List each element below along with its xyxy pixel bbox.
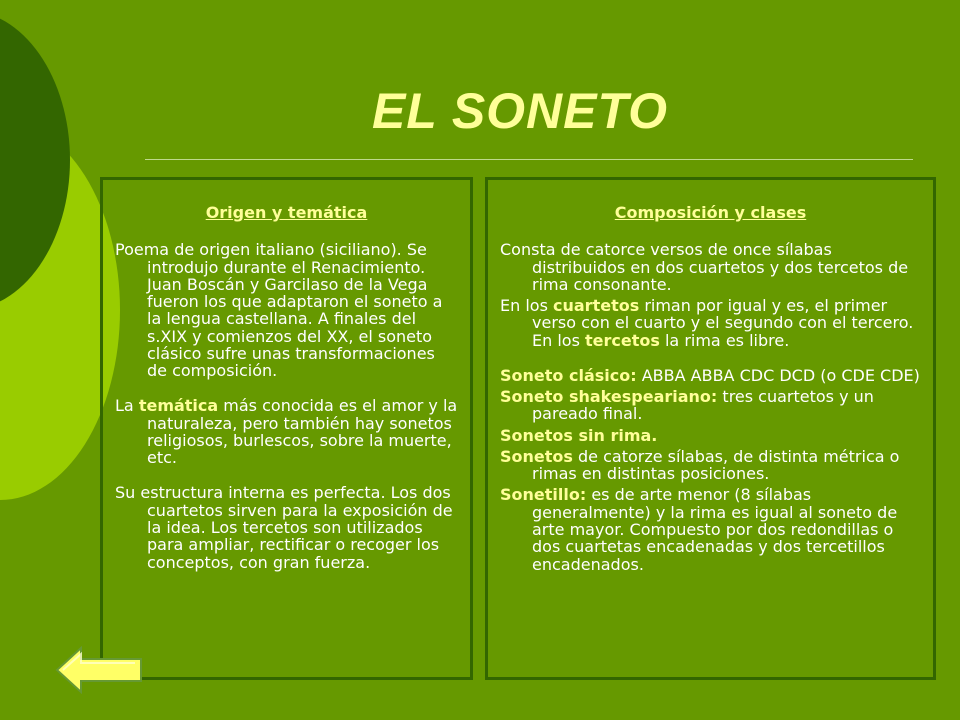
- composition-paragraph: Consta de catorce versos de once sílabas distribuidos en dos cuartetos y dos tercetos de rima consonante.: [500, 240, 909, 294]
- theme-paragraph: [115, 397, 458, 466]
- variant-sonnet-label: Sonetos: [500, 446, 573, 466]
- unrhymed-sonnet-item: [500, 427, 921, 444]
- unrhymed-sonnet-label: Sonetos sin rima.: [500, 425, 658, 445]
- shakespearean-sonnet-item: [500, 388, 921, 423]
- rhyme-text-c: la rima es libre.: [659, 330, 790, 350]
- theme-text-a: La: [115, 396, 139, 416]
- origin-heading: Origen y temática: [205, 203, 368, 222]
- theme-highlight: temática: [138, 396, 219, 416]
- shakespearean-sonnet-label: Soneto shakespeariano:: [500, 387, 718, 407]
- back-button[interactable]: [55, 646, 143, 694]
- tercetos-highlight: tercetos: [585, 330, 660, 350]
- variant-sonnet-item: [500, 448, 921, 483]
- rhyme-text-b: riman por igual y es, el primer verso con el cuarto y el segundo con el tercero. En los: [532, 296, 914, 350]
- sonetillo-label: Sonetillo:: [500, 485, 587, 505]
- title-divider: [145, 159, 913, 160]
- classic-sonnet-item: [500, 367, 921, 384]
- rhyme-text-a: En los: [500, 296, 553, 316]
- classic-sonnet-text: ABBA ABBA CDC DCD (o CDE CDE): [636, 365, 920, 385]
- back-arrow-icon: [55, 646, 143, 694]
- composition-panel: [485, 177, 936, 680]
- composition-heading: Composición y clases: [614, 203, 807, 222]
- origin-panel: [100, 177, 473, 680]
- structure-paragraph: Su estructura interna es perfecta. Los dos cuartetos sirven para la exposición de la idea. Los tercetos son utilizados para ampliar, rectificar o recoger los conceptos, con gran fuerza.: [115, 483, 453, 572]
- theme-text-b: más conocida es el amor y la naturaleza, pero también hay sonetos religiosos, burlescos, sobre la muerte, etc.: [147, 396, 458, 468]
- sonetillo-text: es de arte menor (8 sílabas generalmente) y la rima es igual al soneto de arte mayor. Compuesto por dos redondillas o dos cuartetas encadenadas y dos tercetillos encadenados.: [532, 485, 898, 574]
- slide-title: EL SONETO: [371, 83, 669, 139]
- classic-sonnet-label: Soneto clásico:: [500, 365, 637, 385]
- origin-paragraph: Poema de origen italiano (siciliano). Se introdujo durante el Renacimiento. Juan Boscán y Garcilaso de la Vega fueron los que adaptaron el soneto a la lengua castellana. A finales del s.XIX y comienzos del XX, el soneto clásico sufre unas transformaciones de composición.: [115, 240, 443, 381]
- shakespearean-sonnet-text: tres cuartetos y un pareado final.: [532, 387, 874, 424]
- rhyme-paragraph: [500, 297, 921, 349]
- sonetillo-item: [500, 486, 921, 572]
- cuartetos-highlight: cuartetos: [553, 296, 640, 316]
- variant-sonnet-text: de catorze sílabas, de distinta métrica o rimas en distintas posiciones.: [532, 446, 900, 484]
